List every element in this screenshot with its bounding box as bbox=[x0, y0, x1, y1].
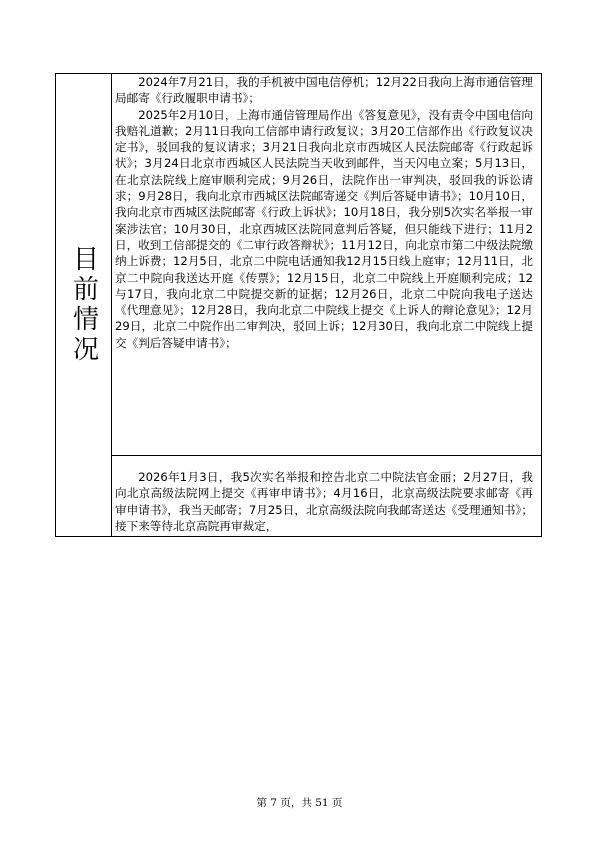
paragraph-2025: 2025年2月10日，上海市通信管理局作出《答复意见》，没有责令中国电信向我赔礼道歉；2月11日我向工信部申请行政复议；3月20工信部作出《行政复议决定书》，驳回我的复议请求；3月21日我向北京市西城区人民法院邮寄《行政起诉状》；3月24日北京市西城区人民法院当天收到邮件，当天闪电立案；5月13日，在北京法院线上庭审顺利完成；9月26日，法院作出一审判决，驳回我的诉讼请求；9月28日，我向北京市西城区法院邮寄递交《判后答疑申请书》；10月10日，我向北京市西城区法院邮寄《行政上诉状》；10月18日，我分别5次实名举报一审案涉法官；10月30日，北京西城区法院同意判后答疑，但只能线下进行；11月2日，收到工信部提交的《二审行政答辩状》；11月12日，向北京市第二中级法院缴纳上诉费；12月5日，北京二中院电话通知我12月15日线上庭审；12月11日，北京二中院向我送达开庭《传票》；12月15日，北京二中院线上开庭顺利完成；12与17日，我向北京二中院提交新的证据；12月26日，北京二中院向我电子送达《代理意见》；12月28日，我向北京二中院线上提交《上诉人的辩论意见》；12月29日，北京二中院作出二审判决，驳回上诉；12月30日，我向北京二中院线上提交《判后答疑申请书》； bbox=[115, 107, 533, 350]
document-table bbox=[55, 73, 542, 537]
timeline-block-2026 bbox=[112, 469, 541, 534]
content-cell bbox=[112, 74, 541, 536]
section-label: 目前情况 bbox=[68, 245, 99, 365]
paragraph-2026: 2026年1月3日，我5次实名举报和控告北京二中院法官金丽；2月27日，我向北京高级法院网上提交《再审申请书》；4月16日，北京高级法院要求邮寄《再审申请书》，我当天邮寄；7月25日，北京高级法院向我邮寄送达《受理通知书》；接下来等待北京高院再审裁定， bbox=[115, 470, 533, 533]
timeline-block-2024-2025 bbox=[112, 74, 541, 456]
paragraph-2024: 2024年7月21日，我的手机被中国电信停机；12月22日我向上海市通信管理局邮寄《行政履职申请书》； bbox=[115, 75, 533, 106]
section-label-cell bbox=[56, 74, 112, 536]
page-footer: 第 7 页，共 51 页 bbox=[256, 797, 343, 809]
